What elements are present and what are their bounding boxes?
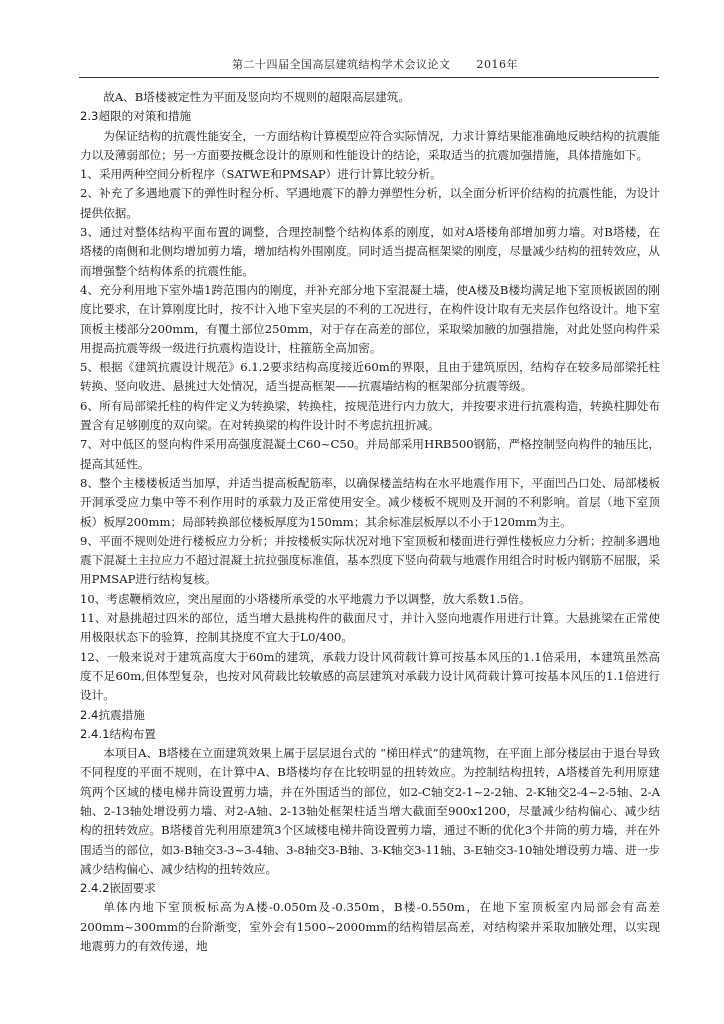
measure-item-1: 1、采用两种空间分析程序（SATWE和PMSAP）进行计算比较分析。: [80, 167, 442, 182]
measure-item-11: 11、对悬挑超过四米的部位，适当增大悬挑构件的截面尺寸，并计入竖向地震作用进行计算。大悬挑梁在正常使用极限状态下的验算，控制其挠度不宜大于L0/400。: [80, 611, 660, 645]
header-rule: [79, 77, 659, 78]
paragraph-intro-measures: 为保证结构的抗震性能安全，一方面结构计算模型应符合实际情况，力求计算结果能准确地反映结构的抗震能力以及薄弱部位；另一方面要按概念设计的原则和性能设计的结论，采取适当的抗震加强措施，具体措施如下。: [80, 128, 660, 162]
section-heading-2-4-1: 2.4.1结构布置: [80, 726, 156, 741]
measure-item-12: 12、一般来说对于建筑高度大于60m的建筑，承载力设计风荷载计算可按基本风压的1.1倍采用，本建筑虽然高度不足60m,但体型复杂，也按对风荷载比较敏感的高层建筑对承载力设计风荷载计算可按基本风压的1.1倍进行设计。: [80, 649, 660, 703]
measure-item-3: 3、通过对整体结构平面布置的调整，合理控制整个结构体系的刚度，如对A塔楼角部增加剪力墙。对B塔楼，在塔楼的南侧和北侧均增加剪力墙，增加结构外围刚度。同时适当提高框架梁的刚度，尽量减少结构的扭转效应，从而增强整个结构体系的抗震性能。: [80, 225, 660, 278]
measure-item-10: 10、考虑鞭梢效应，突出屋面的小塔楼所承受的水平地震力予以调整，放大系数1.5倍。: [80, 591, 531, 606]
page-header: [92, 56, 658, 72]
measure-item-5: 5、根据《建筑抗震设计规范》6.1.2要求结构高度接近60m的界限，且由于建筑原因，结构存在较多局部梁托柱转换、竖向收进、悬挑过大处情况，适当提高框架——抗震墙结构的框架部分抗震等级。: [80, 360, 660, 394]
measure-item-8: 8、整个主楼楼板适当加厚，并适当提高板配筋率，以确保楼盖结构在水平地震作用下，平面凹凸口处、局部楼板开洞承受应力集中等不利作用时的承载力及正常使用安全。减少楼板不规则及开洞的不利影响。首层（地下室顶板）板厚200mm；局部转换部位楼板厚度为150mm；其余标准层板厚以不小于120mm为主。: [80, 475, 660, 529]
measure-item-6: 6、所有局部梁托柱的构件定义为转换梁，转换柱，按规范进行内力放大，并按要求进行抗震构造，转换柱脚处布置含有足够刚度的双向梁。在对转换梁的构件设计时不考虑抗扭折减。: [80, 398, 660, 433]
conference-title: 第二十四届全国高层建筑结构学术会议论文: [232, 58, 451, 71]
paper-body: [80, 88, 660, 956]
measure-item-4: 4、充分利用地下室外墙1跨范围内的刚度，并补充部分地下室混凝土墙，使A楼及B楼均满足地下室顶板嵌固的刚度比要求，在计算刚度比时，按不计入地下室夹层的不利的工况进行，在构件设计取有无夹层作包络设计。地下室顶板主楼部分200mm，有覆土部位250mm，对于存在高差的部位，采取梁加腋的加强措施，对此处竖向构件采用提高抗震等级一级进行抗震构造设计，柱箍筋全高加密。: [80, 282, 660, 355]
measure-item-7: 7、对中低区的竖向构件采用高强度混凝土C60~C50。并局部采用HRB500钢筋，严格控制竖向构件的轴压比，提高其延性。: [80, 437, 660, 471]
header-year: 2016年: [476, 58, 518, 71]
section-heading-2-4-2: 2.4.2嵌固要求: [80, 881, 156, 896]
section-heading-2-3: 2.3超限的对策和措施: [80, 109, 192, 124]
measure-item-2: 2、补充了多遇地震下的弹性时程分析、罕遇地震下的静力弹塑性分析，以全面分析评价结构的抗震性能，为设计提供依据。: [80, 186, 660, 220]
measure-item-9: 9、平面不规则处进行楼板应力分析；并按楼板实际状况对地下室顶板和楼面进行弹性楼板应力分析；控制多遇地震下混凝土主拉应力不超过混凝土抗拉强度标准值，基本烈度下竖向荷载与地震作用组合时时板内钢筋不屈服，采用PMSAP进行结构复核。: [80, 533, 660, 587]
paragraph-structure-layout: 本项目A、B塔楼在立面建筑效果上属于层层退台式的 “梯田样式”的建筑物，在平面上部分楼层由于退台导致不同程度的平面不规则，在计算中A、B塔楼均存在比较明显的扭转效应。为控制结构扭转，A塔楼首先利用原建筑两个区域的楼电梯井筒设置剪力墙，并在外围适当的部位，如2-C轴交2-1~2-2轴、2-K轴交2-4~2-5轴、2-A轴、2-13轴处增设剪力墙、对2-A轴、2-13轴处框架柱适当增大截面至900x1200，尽量减少结构偏心、减少结构的扭转效应。B塔楼首先利用原建筑3个区域楼电梯井筒设置剪力墙，通过不断的优化3个井筒的剪力墙，并在外围适当的部位，如3-B轴交3-3~3-4轴、3-8轴交3-B轴、3-K轴交3-11轴、3-E轴交3-10轴处增设剪力墙、进一步减少结构偏心、减少结构的扭转效应。: [80, 746, 660, 876]
paragraph-conclusion: 故A、B塔楼被定性为平面及竖向均不规则的超限高层建筑。: [103, 90, 410, 104]
section-heading-2-4: 2.4抗震措施: [80, 707, 145, 722]
paragraph-embedment: 单体内地下室顶板标高为A楼-0.050m及-0.350m，B楼-0.550m，在地下室顶板室内局部会有高差200mm~300mm的台阶渐变，室外会有1500~2000mm的结构错层高差，对结构梁并采取加腋处理，以实现地震剪力的有效传递，地: [80, 900, 660, 954]
